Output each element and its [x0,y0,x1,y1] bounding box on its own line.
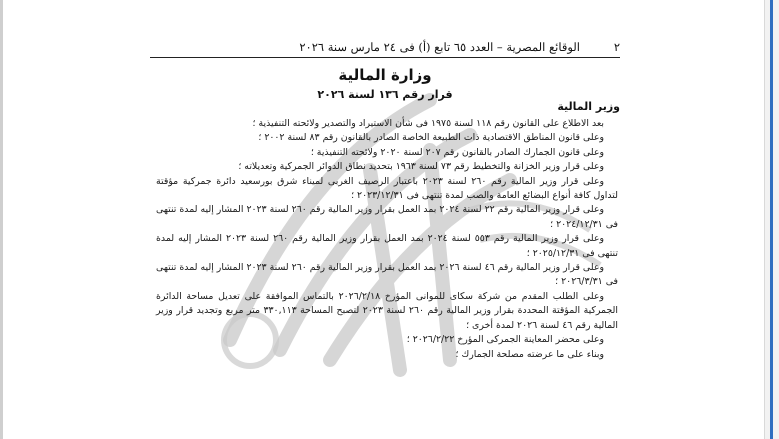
preamble-paragraph: وعلى محضر المعاينة الجمركى المؤرخ ٢٠٢٦/٢/٢٢ ؛ [406,334,604,346]
preamble-paragraph: وعلى الطلب المقدم من شركة سكاى للموانى المؤرخ ٢٠٢٦/٢/١٨ بالتماس الموافقة على تعديل مساحة الدائرة الجمركية المؤقتة المحددة بقرار وزير المالية رقم ٢٦٠ لسنة ٢٠٢٣ لتصبح المساحة ٣٣٠,١١٣ متر مربع وتجديد قرار وزير المالية رقم ٤٦ لسنة ٢٠٢٦ لمدة أخرى ؛ [156,290,618,331]
gazette-issue-line: الوقائع المصرية – العدد ٦٥ تابع (أ) فى ٢٤ مارس سنة ٢٠٢٦ [299,40,580,54]
decree-preamble [156,117,618,362]
preamble-paragraph: وعلى قرار وزير المالية رقم ٤٦ لسنة ٢٠٢٦ بمد العمل بقرار وزير المالية رقم ٢٦٠ لسنة ٢٠٢٣ المشار إليه لمدة تنتهى فى ٢٠٢٦/٣/٣١ ؛ [156,262,618,288]
document-page [150,0,620,439]
decree-number: قرار رقم ١٣٦ لسنة ٢٠٢٦ [317,88,453,101]
ministry-title: وزارة المالية [338,66,432,84]
running-header [150,40,620,56]
page-number: ٢ [613,40,620,54]
preamble-paragraph: وعلى قانون الجمارك الصادر بالقانون رقم ٢٠٧ لسنة ٢٠٢٠ ولائحته التنفيذية ؛ [310,146,604,158]
scrollbar-thumb[interactable] [770,0,773,439]
preamble-paragraph: وعلى قانون المناطق الاقتصادية ذات الطبيعة الخاصة الصادر بالقانون رقم ٨٣ لسنة ٢٠٠٢ ؛ [258,132,604,144]
viewer-scrollbar[interactable] [764,0,779,439]
preamble-paragraph: وعلى قرار وزير المالية رقم ٢٦٠ لسنة ٢٠٢٣ باعتبار الرصيف الغربى لميناء شرق بورسعيد دائرة جمركية مؤقتة لتداول كافة أنواع البضائع العامة والصب لمدة تنتهى فى ٢٠٢٣/١٢/٣١ ؛ [156,175,618,202]
header-rule [150,57,620,58]
preamble-paragraph: وعلى قرار وزير المالية رقم ٢٢ لسنة ٢٠٢٤ بمد العمل بقرار وزير المالية رقم ٢٦٠ لسنة ٢٠٢٣ المشار إليه لمدة تنتهى فى ٢٠٢٤/١٢/٣١ ؛ [156,204,618,230]
issuer-label: وزير المالية [557,100,620,113]
preamble-paragraph: بعد الاطلاع على القانون رقم ١١٨ لسنة ١٩٧٥ فى شأن الاستيراد والتصدير ولائحته التنفيذية ؛ [252,118,604,129]
preamble-paragraph: وعلى قرار وزير المالية رقم ٥٥٣ لسنة ٢٠٢٤ بمد العمل بقرار وزير المالية رقم ٢٦٠ لسنة ٢٠٢٣ المشار إليه لمدة تنتهى فى ٢٠٢٥/١٢/٣١ ؛ [156,233,618,259]
preamble-paragraph: وعلى قرار وزير الخزانة والتخطيط رقم ٧٣ لسنة ١٩٦٣ بتحديد نطاق الدوائر الجمركية وتعديلاته ؛ [238,161,604,173]
viewer-left-edge [0,0,3,439]
preamble-paragraph: وبناء على ما عرضته مصلحة الجمارك ؛ [455,348,604,360]
